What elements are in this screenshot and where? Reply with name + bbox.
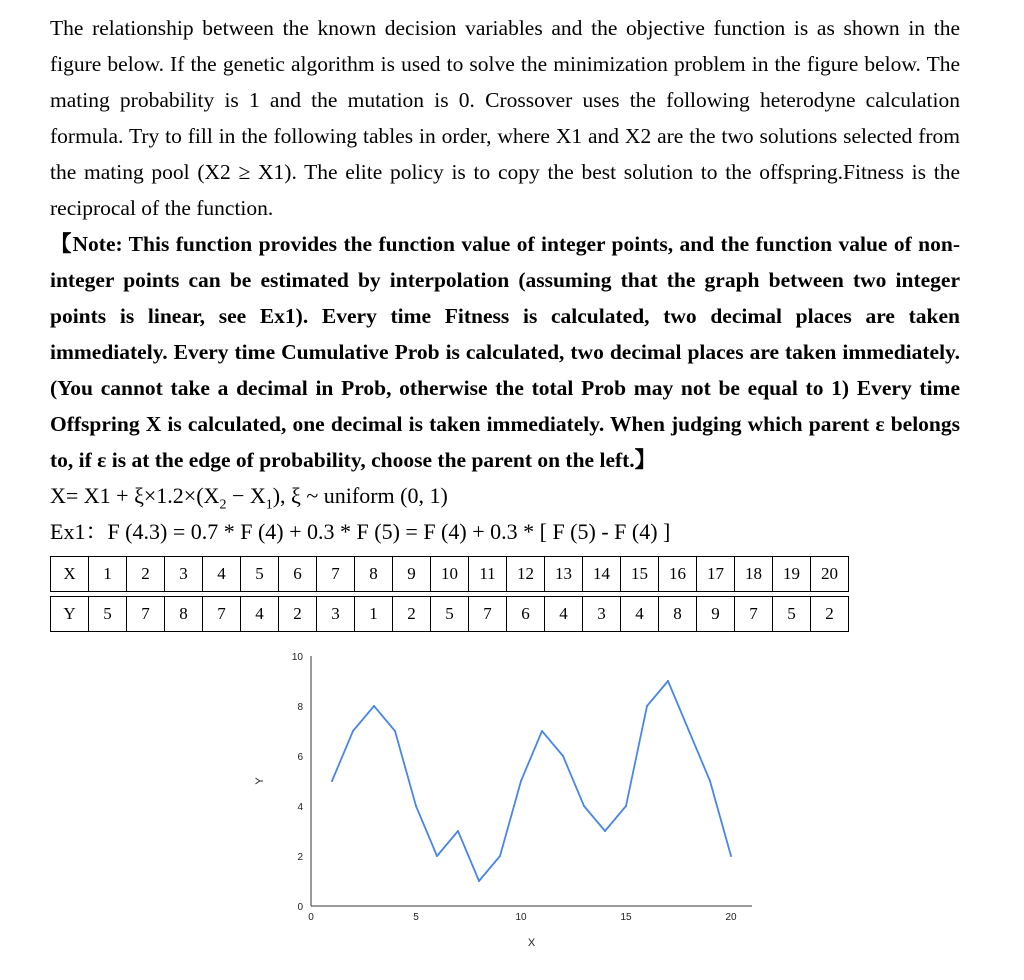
- x-cell: 2: [127, 557, 165, 592]
- y-cell: 5: [431, 597, 469, 632]
- x-cell: 17: [697, 557, 735, 592]
- y-cell: 9: [697, 597, 735, 632]
- problem-statement: [50, 10, 960, 550]
- y-cell: 4: [621, 597, 659, 632]
- y-cell: 2: [279, 597, 317, 632]
- y-cell: 2: [811, 597, 849, 632]
- y-cell: 6: [507, 597, 545, 632]
- y-cell: 4: [241, 597, 279, 632]
- data-point: [709, 780, 711, 782]
- x-cell: 9: [393, 557, 431, 592]
- data-point: [730, 855, 732, 857]
- data-point: [541, 730, 543, 732]
- data-point: [331, 780, 333, 782]
- x-cell: 16: [659, 557, 697, 592]
- data-point: [688, 730, 690, 732]
- data-point: [583, 805, 585, 807]
- y-cell: 4: [545, 597, 583, 632]
- formula-rhs: ), ξ ~ uniform (0, 1): [272, 483, 448, 508]
- x-cell: 19: [773, 557, 811, 592]
- x-cell: 18: [735, 557, 773, 592]
- data-point: [625, 805, 627, 807]
- x-cell: 8: [355, 557, 393, 592]
- x-cell: 11: [469, 557, 507, 592]
- y-tick-label: 0: [297, 902, 303, 913]
- x-cell: 7: [317, 557, 355, 592]
- x-tick-label: 20: [725, 912, 737, 923]
- data-point: [457, 830, 459, 832]
- x-cell: 14: [583, 557, 621, 592]
- x-cell: 10: [431, 557, 469, 592]
- y-cell: 7: [127, 597, 165, 632]
- data-point: [373, 705, 375, 707]
- xy-value-table: [50, 556, 849, 632]
- x-tick-label: 15: [620, 912, 632, 923]
- x-cell: 20: [811, 557, 849, 592]
- y-cell: 3: [583, 597, 621, 632]
- x-axis-title: X: [527, 937, 536, 949]
- note-paragraph: 【Note: This function provides the function value of integer points, and the function value of non-integer points can be estimated by interpolation (assuming that the graph between two integer points is linear, see Ex1). Every time Fitness is calculated, two decimal places are taken immediately. Every time Cumulative Prob is calculated, two decimal places are taken immediately. (You cannot take a decimal in Prob, otherwise the total Prob may not be equal to 1) Every time Offspring X is calculated, one decimal is taken immediately. When judging which parent ε belongs to, if ε is at the edge of probability, choose the parent on the left.】: [50, 232, 960, 472]
- data-point: [436, 855, 438, 857]
- formula-lhs: X= X1 + ξ×1.2×(X: [50, 483, 220, 508]
- x-tick-label: 5: [413, 912, 419, 923]
- formula-sub-1: 1: [265, 497, 273, 513]
- data-point: [646, 705, 648, 707]
- y-axis-title: Y: [254, 777, 266, 785]
- y-cell: 3: [317, 597, 355, 632]
- y-cell: 8: [165, 597, 203, 632]
- x-cell: 1: [89, 557, 127, 592]
- y-cell: 5: [89, 597, 127, 632]
- y-header-cell: Y: [51, 597, 89, 632]
- y-cell: 7: [203, 597, 241, 632]
- x-cell: 12: [507, 557, 545, 592]
- y-tick-label: 8: [297, 702, 303, 713]
- data-point: [499, 855, 501, 857]
- y-cell: 7: [469, 597, 507, 632]
- x-cell: 6: [279, 557, 317, 592]
- y-cell: 7: [735, 597, 773, 632]
- y-tick-label: 10: [291, 652, 303, 663]
- y-tick-label: 2: [297, 852, 303, 863]
- data-point: [667, 680, 669, 682]
- data-point: [478, 880, 480, 882]
- crossover-formula: [50, 478, 960, 514]
- x-cell: 13: [545, 557, 583, 592]
- y-row: [51, 597, 849, 632]
- x-cell: 3: [165, 557, 203, 592]
- data-point: [394, 730, 396, 732]
- data-point: [562, 755, 564, 757]
- y-tick-label: 4: [297, 802, 303, 813]
- x-tick-label: 10: [515, 912, 527, 923]
- x-cell: 15: [621, 557, 659, 592]
- y-cell: 5: [773, 597, 811, 632]
- formula-mid: − X: [226, 483, 266, 508]
- formula-sub-2: 2: [219, 497, 227, 513]
- series-line: [332, 681, 731, 881]
- y-cell: 1: [355, 597, 393, 632]
- data-point: [352, 730, 354, 732]
- x-cell: 5: [241, 557, 279, 592]
- interpolation-example: Ex1：F (4.3) = 0.7 * F (4) + 0.3 * F (5) = F (4) + 0.3 * [ F (5) - F (4) ]: [50, 519, 671, 544]
- x-header-cell: X: [51, 557, 89, 592]
- problem-paragraph: The relationship between the known decision variables and the objective function is as shown in the figure below. If the genetic algorithm is used to solve the minimization problem in the figure below. The mating probability is 1 and the mutation is 0. Crossover uses the following heterodyne calculation formula. Try to fill in the following tables in order, where X1 and X2 are the two solutions selected from the mating pool (X2 ≥ X1). The elite policy is to copy the best solution to the offspring.Fitness is the reciprocal of the function.: [50, 16, 960, 220]
- x-cell: 4: [203, 557, 241, 592]
- data-point: [604, 830, 606, 832]
- data-point: [415, 805, 417, 807]
- y-tick-label: 6: [297, 752, 303, 763]
- x-tick-label: 0: [308, 912, 314, 923]
- y-cell: 8: [659, 597, 697, 632]
- data-point: [520, 780, 522, 782]
- x-row: [51, 557, 849, 592]
- y-cell: 2: [393, 597, 431, 632]
- function-line-chart: [250, 640, 770, 960]
